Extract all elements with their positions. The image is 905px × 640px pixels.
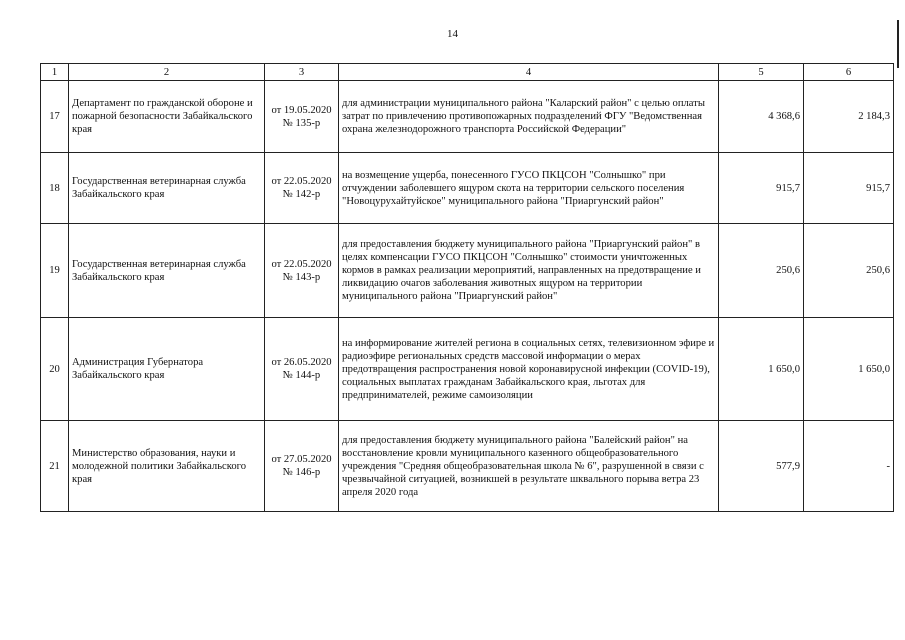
table-row <box>41 224 894 318</box>
purpose-cell: на информирование жителей региона в социальных сетях, телевизионном эфире и радиоэфире региональных средств массовой информации о мерах предотвращения распространения новой коронавирусной инфекции (COVID-19), социальных выплатах гражданам Забайкальского края, льготах для предпринимателей, режиме самоизоляции <box>339 318 719 421</box>
table-row <box>41 81 894 153</box>
document-date: от 22.05.2020 <box>271 176 332 187</box>
table-row <box>41 153 894 224</box>
document-number: № 142-р <box>282 189 321 200</box>
purpose-cell: на возмещение ущерба, понесенного ГУСО ПКЦСОН "Солнышко" при отчуждении заболевшего ящуром скота на территории сельского поселения "Новоцурухайтуйское" муниципального района "Приаргунский район" <box>339 153 719 224</box>
document-date: от 26.05.2020 <box>271 357 332 368</box>
document-cell <box>265 224 339 318</box>
document-cell <box>265 318 339 421</box>
allocation-table <box>40 63 894 512</box>
purpose-cell: для предоставления бюджету муниципального района "Балейский район" на восстановление кровли муниципального казенного общеобразовательного учреждения "Средняя общеобразовательная школа № 6", разрушенной в связи с чрезвычайной ситуацией, возникшей в результате шквального порыва ветра 23 апреля 2020 года <box>339 421 719 512</box>
document-date: от 27.05.2020 <box>271 454 332 465</box>
purpose-cell: для предоставления бюджету муниципального района "Приаргунский район" в целях компенсации ГУСО ПКЦСОН "Солнышко" стоимости уничтоженных кормов в рамках реализации мероприятий, направленных на предотвращение и ликвидацию очагов заболевания животных ящуром на территории муниципального района "Приаргунский район" <box>339 224 719 318</box>
row-number: 17 <box>41 81 69 153</box>
table-header-row <box>41 64 894 81</box>
amount-allocated-cell: 577,9 <box>719 421 804 512</box>
amount-spent-cell: 250,6 <box>804 224 894 318</box>
header-cell: 5 <box>719 64 804 81</box>
amount-allocated-cell: 4 368,6 <box>719 81 804 153</box>
header-cell: 6 <box>804 64 894 81</box>
header-cell: 3 <box>265 64 339 81</box>
organization-cell: Министерство образования, науки и молодежной политики Забайкальского края <box>69 421 265 512</box>
page-number: 14 <box>447 28 458 40</box>
amount-allocated-cell: 1 650,0 <box>719 318 804 421</box>
amount-allocated-cell: 250,6 <box>719 224 804 318</box>
header-cell: 2 <box>69 64 265 81</box>
document-date: от 19.05.2020 <box>271 104 332 116</box>
document-date: от 22.05.2020 <box>271 258 332 270</box>
document-cell <box>265 153 339 224</box>
row-number: 20 <box>41 318 69 421</box>
amount-spent-cell: - <box>804 421 894 512</box>
header-cell: 1 <box>41 64 69 81</box>
amount-spent-cell: 2 184,3 <box>804 81 894 153</box>
organization-cell: Государственная ветеринарная служба Забайкальского края <box>69 153 265 224</box>
document-number: № 143-р <box>282 271 321 283</box>
table-row <box>41 421 894 512</box>
amount-spent-cell: 915,7 <box>804 153 894 224</box>
row-number: 21 <box>41 421 69 512</box>
document-number: № 146-р <box>282 467 321 478</box>
row-number: 18 <box>41 153 69 224</box>
page-edge-line <box>897 20 899 68</box>
organization-cell: Департамент по гражданской обороне и пожарной безопасности Забайкальского края <box>69 81 265 153</box>
document-cell <box>265 421 339 512</box>
organization-cell: Государственная ветеринарная служба Забайкальского края <box>69 224 265 318</box>
amount-spent-cell: 1 650,0 <box>804 318 894 421</box>
row-number: 19 <box>41 224 69 318</box>
document-cell <box>265 81 339 153</box>
document-number: № 144-р <box>282 370 321 381</box>
amount-allocated-cell: 915,7 <box>719 153 804 224</box>
document-number: № 135-р <box>282 117 321 129</box>
header-cell: 4 <box>339 64 719 81</box>
table-row <box>41 318 894 421</box>
organization-cell: Администрация Губернатора Забайкальского края <box>69 318 265 421</box>
purpose-cell: для администрации муниципального района "Каларский район" с целью оплаты затрат по привлечению противопожарных подразделений ФГУ "Ведомственная охрана железнодорожного транспорта Российской Федерации" <box>339 81 719 153</box>
